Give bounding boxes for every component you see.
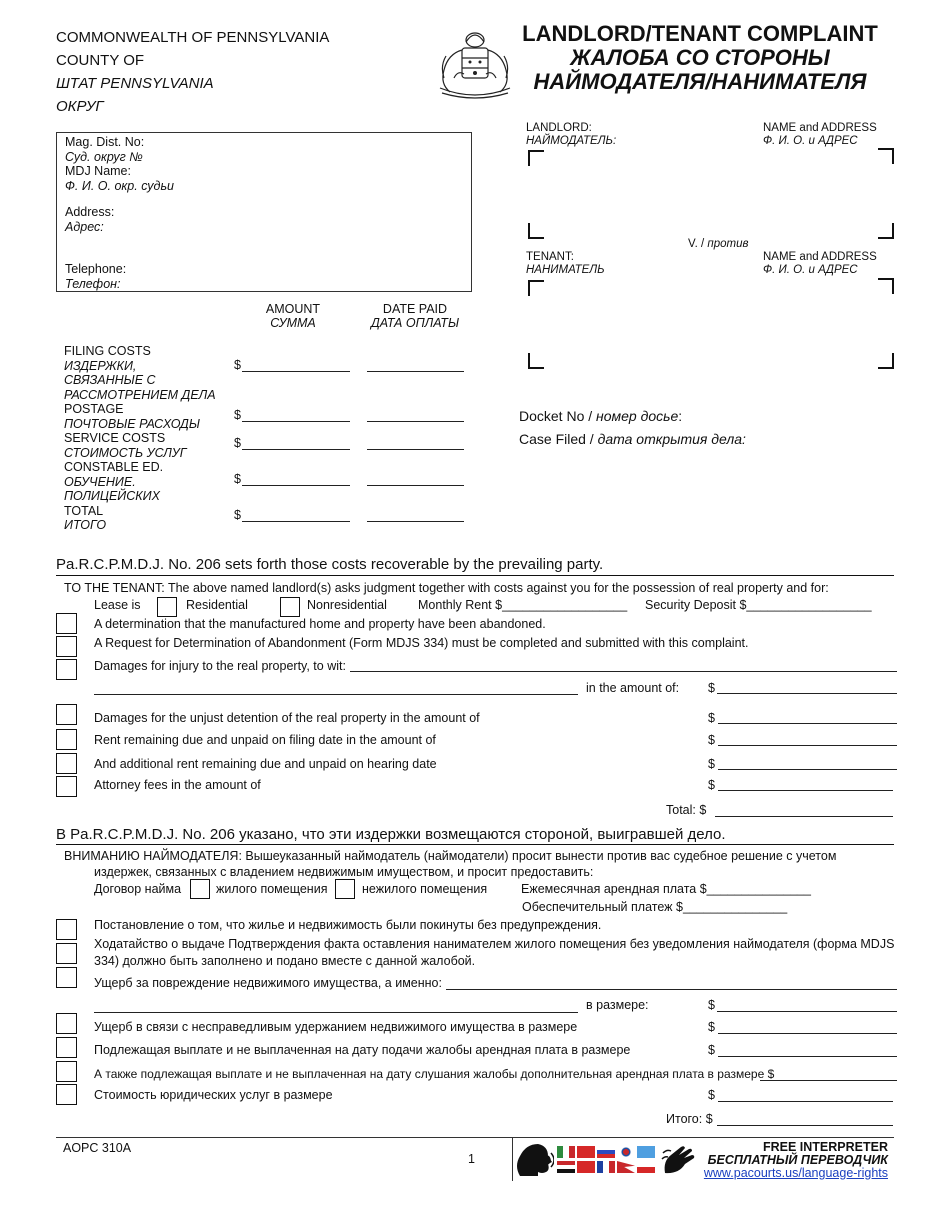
additional-rent-dollar-sign: $	[708, 757, 715, 771]
abandonment-request-label: A Request for Determination of Abandonment (Form MDJS 334) must be completed and submitted with this complaint.	[94, 636, 749, 650]
tenant-label: TENANT: НАНИМАТЕЛЬ	[526, 251, 605, 276]
total-dollar-sign: $	[234, 508, 241, 522]
language-rights-link[interactable]: www.pacourts.us/language-rights	[703, 1166, 888, 1180]
nepal-flag-icon	[617, 1161, 635, 1173]
abandoned-checkbox[interactable]	[56, 613, 77, 634]
constable-date-field[interactable]	[367, 485, 464, 486]
damages-injury-checkbox[interactable]	[56, 659, 77, 680]
divider	[56, 844, 894, 845]
france-flag-icon	[597, 1161, 615, 1173]
attorney-fees-checkbox[interactable]	[56, 776, 77, 797]
case-filed-label: Case Filed / дата открытия дела:	[519, 431, 746, 447]
damages-injury-description-field[interactable]	[350, 671, 897, 672]
interpreter-notice	[700, 1141, 888, 1180]
ru-monthly-rent-field[interactable]: Ежемесячная арендная плата $_______________	[521, 882, 811, 896]
tenant-name-address-field[interactable]	[528, 276, 892, 368]
address-label-ru: Адрес:	[65, 219, 104, 234]
en-total-label: Total: $	[666, 803, 707, 817]
filing-date-field[interactable]	[367, 371, 464, 372]
ru-abandonment-request-label-2: 334) должно быть заполнено и подано вместе с данной жалобой.	[94, 954, 476, 968]
attorney-fees-label: Attorney fees in the amount of	[94, 778, 261, 792]
form-id: AOPC 310A	[63, 1141, 132, 1155]
rent-remaining-label: Rent remaining due and unpaid on filing date in the amount of	[94, 733, 436, 747]
county-label: COUNTY OF	[56, 52, 145, 69]
landlord-name-address-field[interactable]	[528, 146, 892, 238]
ru-lease-label: Договор найма	[94, 882, 182, 896]
ru-rent-remaining-amount-field[interactable]	[718, 1056, 897, 1057]
form-title	[515, 22, 885, 94]
additional-rent-label: And additional rent remaining due and unpaid on hearing date	[94, 757, 437, 771]
attorney-fees-amount-field[interactable]	[718, 790, 893, 791]
ru-abandoned-checkbox[interactable]	[56, 919, 77, 940]
ru-abandoned-label: Постановление о том, что жилье и недвижимость были покинуты без предупреждения.	[94, 918, 602, 932]
ru-attorney-fees-label: Стоимость юридических услуг в размере	[94, 1088, 333, 1102]
ru-additional-rent-checkbox[interactable]	[56, 1061, 77, 1082]
additional-rent-amount-field[interactable]	[718, 769, 897, 770]
constable-amount-field[interactable]	[242, 485, 350, 486]
nonresidential-label: Nonresidential	[307, 598, 387, 612]
damages-injury-label: Damages for injury to the real property, to wit:	[94, 659, 346, 673]
rent-remaining-dollar-sign: $	[708, 733, 715, 747]
ru-additional-rent-label: А также подлежащая выплате и не выплаченная на дату слушания жалобы дополнительная арендная плата в размере $	[94, 1067, 775, 1081]
ru-damages-injury-description-field[interactable]	[446, 989, 897, 990]
ru-unjust-detention-checkbox[interactable]	[56, 1013, 77, 1034]
unjust-detention-amount-field[interactable]	[718, 723, 897, 724]
residential-label: Residential	[186, 598, 248, 612]
magisterial-district-box[interactable]	[56, 132, 472, 292]
mdj-name-label-ru: Ф. И. О. окр. судьи	[65, 178, 174, 193]
ru-costs-heading: В Pa.R.C.P.M.D.J. No. 206 указано, что эти издержки возмещаются стороной, выигравшей дело.	[56, 826, 726, 843]
ru-attorney-fees-dollar-sign: $	[708, 1088, 715, 1102]
interpreter-en: FREE INTERPRETER	[762, 1140, 888, 1154]
divider	[56, 575, 894, 576]
telephone-label: Telephone:	[65, 262, 127, 276]
postage-date-field[interactable]	[367, 421, 464, 422]
ru-abandonment-request-checkbox[interactable]	[56, 943, 77, 964]
mag-dist-label: Mag. Dist. No:	[65, 135, 145, 149]
ru-in-amount-of-label: в размере:	[586, 998, 649, 1012]
filing-amount-field[interactable]	[242, 371, 350, 372]
rent-remaining-checkbox[interactable]	[56, 729, 77, 750]
service-dollar-sign: $	[234, 436, 241, 450]
ru-intro-1: ВНИМАНИЮ НАЙМОДАТЕЛЯ: Вышеуказанный наймодатель (наймодатели) просит вынести против вас судебное решение с учетом	[64, 849, 837, 863]
somalia-flag-icon	[637, 1146, 655, 1158]
telephone-label-ru: Телефон:	[65, 276, 121, 291]
filing-dollar-sign: $	[234, 358, 241, 372]
poland-flag-icon	[637, 1161, 655, 1173]
en-lease-is-label: Lease is	[94, 598, 141, 612]
ru-rent-remaining-checkbox[interactable]	[56, 1037, 77, 1058]
ru-attorney-fees-checkbox[interactable]	[56, 1084, 77, 1105]
monthly-rent-field[interactable]: Monthly Rent $__________________	[418, 598, 628, 612]
ru-nonresidential-checkbox[interactable]	[335, 879, 355, 899]
docket-no-label: Docket No / номер досье:	[519, 408, 683, 424]
total-amount-field[interactable]	[242, 521, 350, 522]
ru-residential-label: жилого помещения	[216, 882, 328, 896]
in-amount-of-label: in the amount of:	[586, 681, 680, 695]
ru-abandonment-request-label-1: Ходатайство о выдаче Подтверждения факта оставления нанимателем жилого помещения без уведомления наймодателя (форма MDJS	[94, 937, 895, 951]
en-total-field[interactable]	[715, 816, 893, 817]
ru-rent-remaining-dollar-sign: $	[708, 1043, 715, 1057]
footer-separator	[512, 1137, 513, 1181]
unjust-detention-label: Damages for the unjust detention of the real property in the amount of	[94, 711, 480, 725]
ru-damages-injury-label: Ущерб за повреждение недвижимого имущества, а именно:	[94, 976, 442, 990]
title-ru-1: ЖАЛОБА СО СТОРОНЫ	[570, 45, 830, 70]
date-paid-header: DATE PAID ДАТА ОПЛАТЫ	[370, 302, 460, 330]
speaking-head-icon	[514, 1142, 554, 1178]
ru-security-deposit-field[interactable]: Обеспечительный платеж $_______________	[522, 900, 788, 914]
residential-checkbox[interactable]	[157, 597, 177, 617]
en-costs-heading: Pa.R.C.P.M.D.J. No. 206 sets forth those costs recoverable by the prevailing party.	[56, 556, 604, 573]
court-header	[56, 26, 329, 118]
unjust-detention-checkbox[interactable]	[56, 704, 77, 725]
korea-flag-icon	[617, 1146, 635, 1158]
amount-header: AMOUNT СУММА	[265, 302, 321, 330]
landlord-label: LANDLORD: НАЙМОДАТЕЛЬ:	[526, 122, 617, 147]
tenant-name-address-label: NAME and ADDRESS Ф. И. О. и АДРЕС	[763, 251, 877, 276]
ru-damages-injury-dollar-sign: $	[708, 998, 715, 1012]
postage-amount-field[interactable]	[242, 421, 350, 422]
total-date-field[interactable]	[367, 521, 464, 522]
ru-total-label: Итого: $	[666, 1112, 713, 1126]
attorney-fees-dollar-sign: $	[708, 778, 715, 792]
ru-unjust-detention-dollar-sign: $	[708, 1020, 715, 1034]
ru-intro-2: издержек, связанных с владением недвижимым имуществом, и просит предоставить:	[94, 865, 594, 879]
mexico-flag-icon	[557, 1146, 575, 1158]
ru-damages-injury-amount-field[interactable]	[717, 1011, 897, 1012]
china-flag-icon	[577, 1146, 595, 1158]
pennsylvania-seal-icon	[432, 28, 518, 100]
ru-unjust-detention-amount-field[interactable]	[718, 1033, 897, 1034]
commonwealth-label: COMMONWEALTH OF PENNSYLVANIA	[56, 29, 330, 46]
state-label-ru: ШТАТ PENNSYLVANIA	[56, 75, 214, 92]
additional-rent-checkbox[interactable]	[56, 753, 77, 774]
address-label: Address:	[65, 205, 115, 219]
page-number: 1	[468, 1152, 475, 1166]
damages-injury-description-field-2[interactable]	[94, 694, 578, 695]
ru-unjust-detention-label: Ущерб в связи с несправедливым удержанием недвижимого имущества в размере	[94, 1020, 578, 1034]
vietnam-flag-icon	[577, 1161, 595, 1173]
mdj-name-label: MDJ Name:	[65, 164, 131, 178]
ru-nonresidential-label: нежилого помещения	[362, 882, 488, 896]
service-amount-field[interactable]	[242, 449, 350, 450]
versus-label: V. / против	[688, 238, 749, 250]
ru-damages-injury-checkbox[interactable]	[56, 967, 77, 988]
rent-remaining-amount-field[interactable]	[718, 745, 897, 746]
unjust-detention-dollar-sign: $	[708, 711, 715, 725]
service-date-field[interactable]	[367, 449, 464, 450]
security-deposit-field[interactable]: Security Deposit $__________________	[645, 598, 872, 612]
damages-injury-dollar-sign: $	[708, 681, 715, 695]
sign-language-icon	[661, 1143, 697, 1177]
ru-rent-remaining-label: Подлежащая выплате и не выплаченная на дату подачи жалобы арендная плата в размере	[94, 1043, 631, 1057]
abandonment-request-checkbox[interactable]	[56, 636, 77, 657]
ru-residential-checkbox[interactable]	[190, 879, 210, 899]
ru-damages-injury-description-field-2[interactable]	[94, 1012, 578, 1013]
mag-dist-label-ru: Суд. округ №	[65, 149, 143, 164]
ru-attorney-fees-amount-field[interactable]	[718, 1101, 893, 1102]
footer-divider	[56, 1137, 894, 1138]
postage-dollar-sign: $	[234, 408, 241, 422]
nonresidential-checkbox[interactable]	[280, 597, 300, 617]
abandoned-label: A determination that the manufactured home and property have been abandoned.	[94, 617, 546, 631]
russia-flag-icon	[597, 1146, 615, 1158]
title-en: LANDLORD/TENANT COMPLAINT	[522, 21, 878, 46]
constable-dollar-sign: $	[234, 472, 241, 486]
egypt-flag-icon	[557, 1161, 575, 1173]
ru-total-field[interactable]	[717, 1125, 893, 1126]
landlord-name-address-label: NAME and ADDRESS Ф. И. О. и АДРЕС	[763, 122, 877, 147]
filing-costs-label: FILING COSTS ИЗДЕРЖКИ, СВЯЗАННЫЕ С РАССМОТРЕНИЕМ ДЕЛА POSTAGE ПОЧТОВЫЕ РАСХОДЫ SERVICE COSTS СТОИМОСТЬ УСЛУГ CONSTABLE ED. ОБУЧЕНИЕ. ПОЛИЦЕЙСКИХ TOTAL ИТОГО	[64, 344, 216, 532]
title-ru-2: НАЙМОДАТЕЛЯ/НАНИМАТЕЛЯ	[533, 69, 867, 94]
interpreter-ru: БЕСПЛАТНЫЙ ПЕРЕВОДЧИК	[707, 1153, 888, 1167]
en-intro: TO THE TENANT: The above named landlord(s) asks judgment together with costs against you for the possession of real property and for:	[64, 581, 829, 595]
ru-additional-rent-amount-field[interactable]	[760, 1080, 897, 1081]
damages-injury-amount-field[interactable]	[717, 693, 897, 694]
county-label-ru: ОКРУГ	[56, 98, 104, 115]
